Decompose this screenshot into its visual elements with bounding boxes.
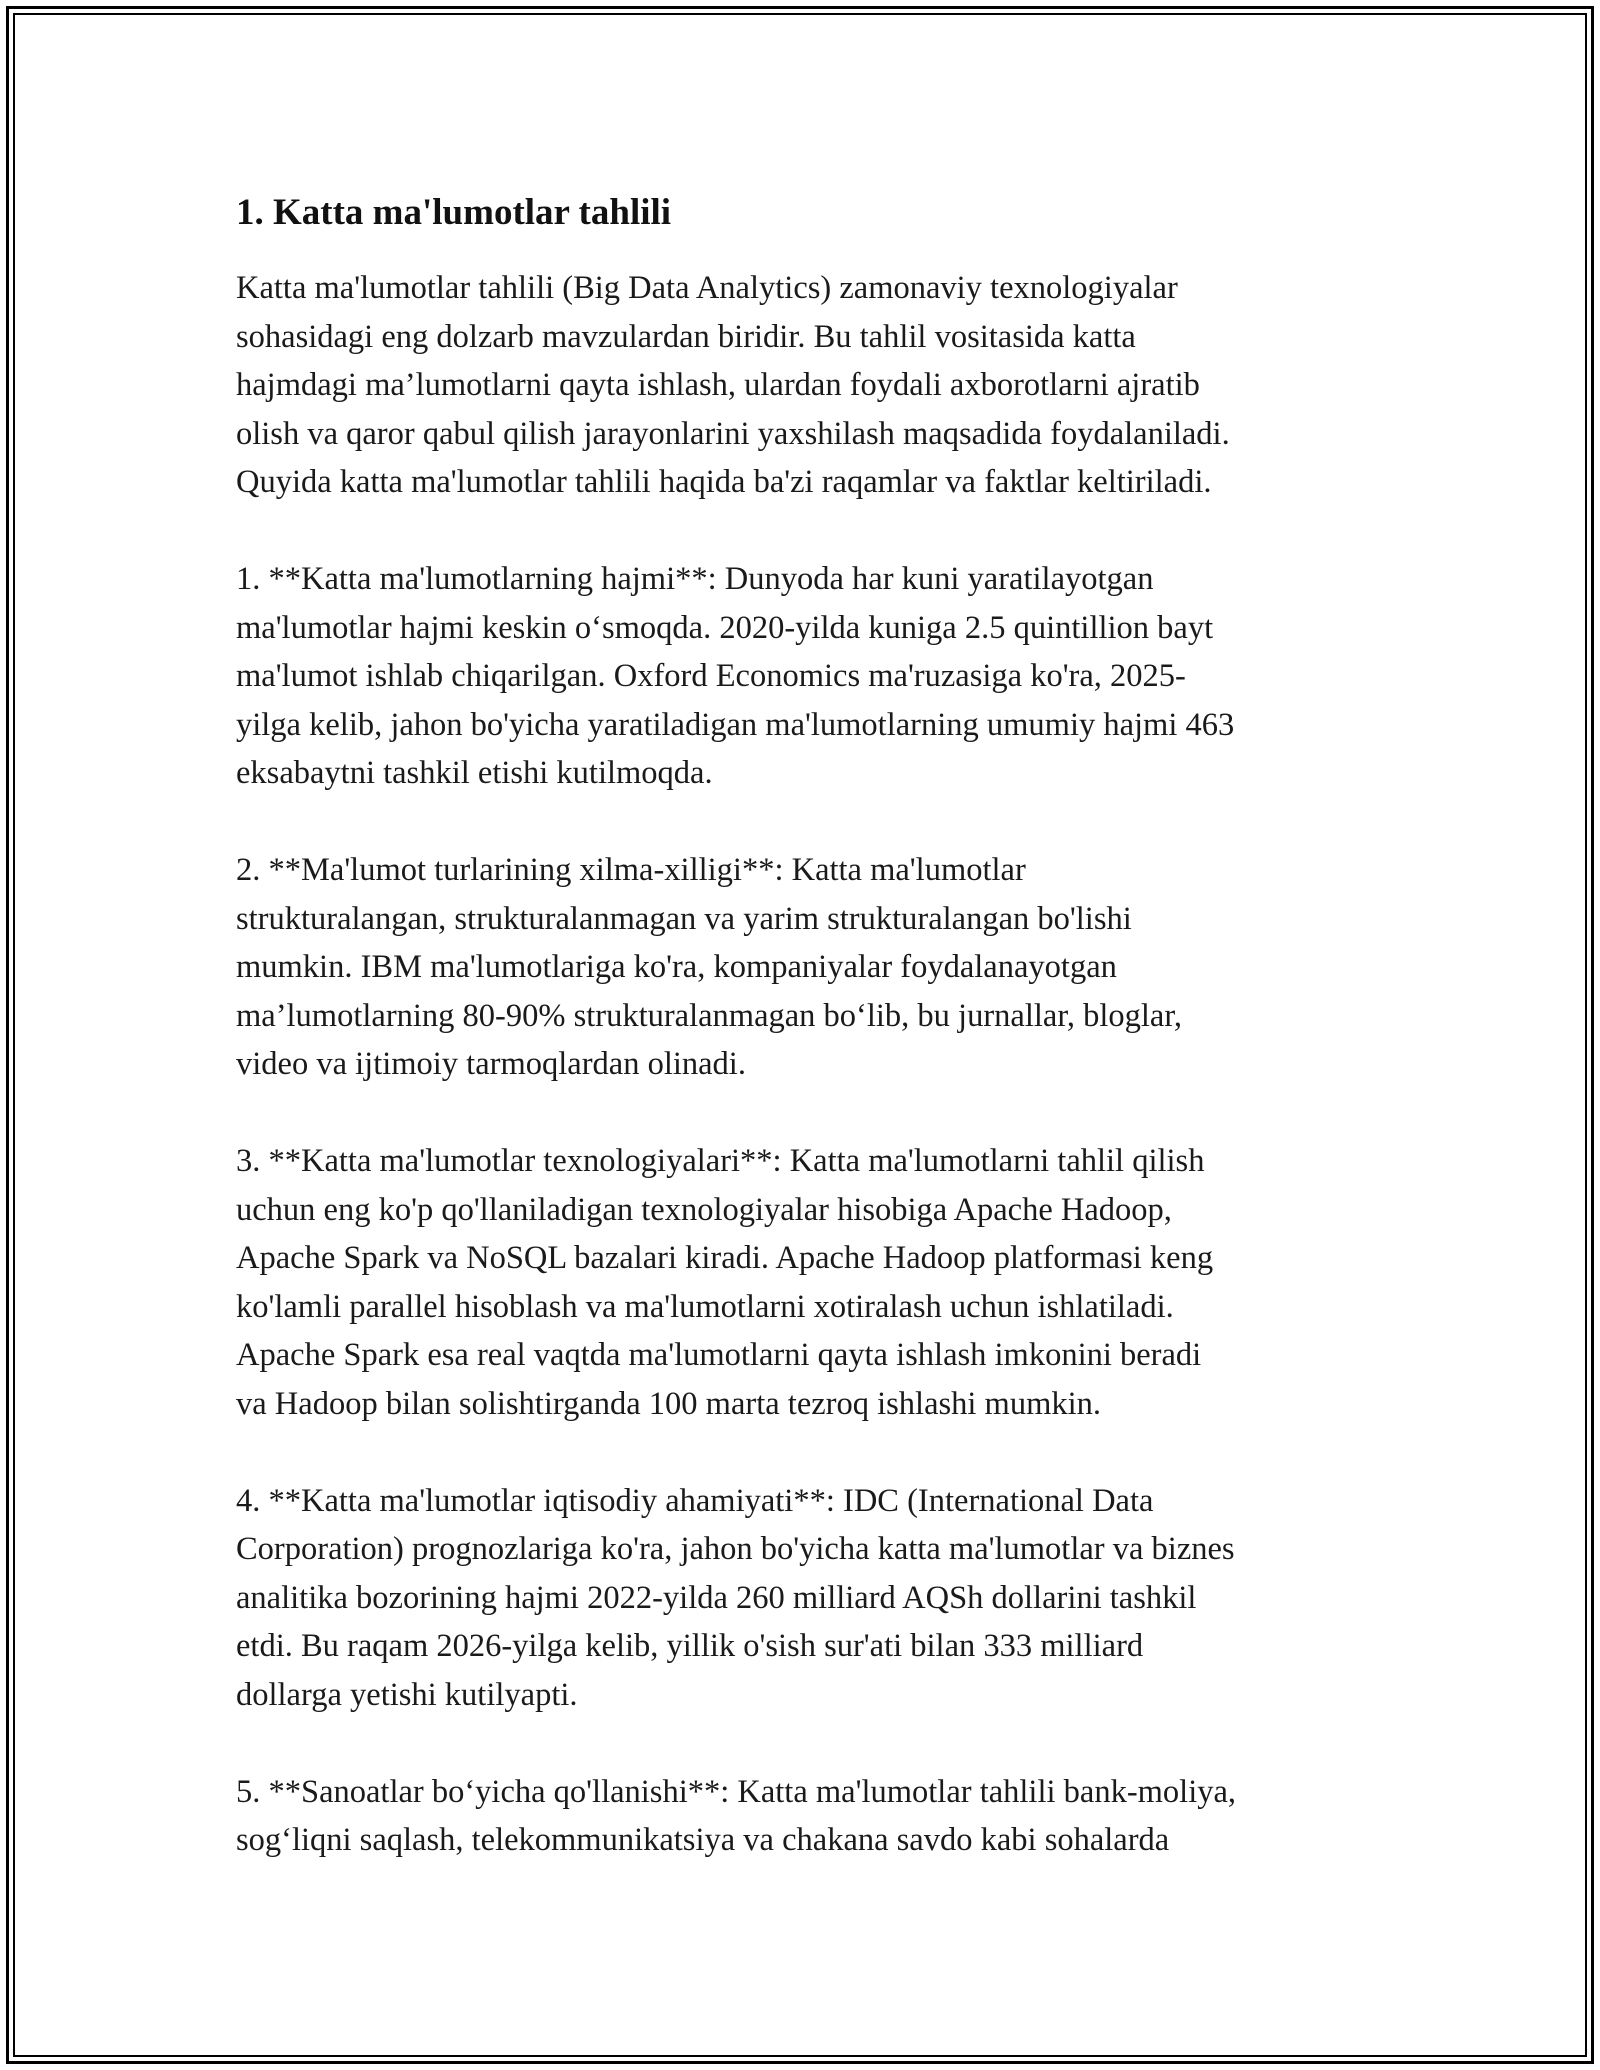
point-2-paragraph: [236, 846, 1396, 1089]
text-line: olish va qaror qabul qilish jarayonlarini yaxshilash maqsadida foydalaniladi.: [236, 415, 1230, 452]
point-1-paragraph: [236, 555, 1396, 798]
text-line: video va ijtimoiy tarmoqlardan olinadi.: [236, 1046, 746, 1082]
document-body: [236, 188, 1396, 1913]
text-line: Katta ma'lumotlar tahlili (Big Data Analytics) zamonaviy texnologiyalar: [236, 270, 1178, 306]
point-5-paragraph: [236, 1768, 1396, 1865]
text-line: va Hadoop bilan solishtirganda 100 marta tezroq ishlashi mumkin.: [236, 1385, 1102, 1422]
text-line: ko'lamli parallel hisoblash va ma'lumotlarni xotiralash uchun ishlatiladi.: [236, 1288, 1174, 1325]
text-line: Quyida katta ma'lumotlar tahlili haqida ba'zi raqamlar va faktlar keltiriladi.: [236, 464, 1212, 500]
text-line: eksabaytni tashkil etishi kutilmoqda.: [236, 755, 713, 791]
text-line: sohasidagi eng dolzarb mavzulardan biridir. Bu tahlil vositasida katta: [236, 318, 1136, 355]
text-line: ma’lumotlarning 80-90% strukturalanmagan bo‘lib, bu jurnallar, bloglar,: [236, 997, 1182, 1034]
text-line: 2. **Ma'lumot turlarining xilma-xilligi**: Katta ma'lumotlar: [236, 852, 1026, 888]
text-line: Apache Spark esa real vaqtda ma'lumotlarni qayta ishlash imkonini beradi: [236, 1337, 1202, 1373]
text-line: Corporation) prognozlariga ko'ra, jahon bo'yicha katta ma'lumotlar va biznes: [236, 1531, 1235, 1567]
text-line: sog‘liqni saqlash, telekommunikatsiya va chakana savdo kabi sohalarda: [236, 1822, 1170, 1858]
text-line: strukturalangan, strukturalanmagan va yarim strukturalangan bo'lishi: [236, 900, 1132, 937]
section-heading: 1. Katta ma'lumotlar tahlili: [236, 192, 672, 233]
text-line: 1. **Katta ma'lumotlarning hajmi**: Dunyoda har kuni yaratilayotgan: [236, 561, 1154, 597]
text-line: mumkin. IBM ma'lumotlariga ko'ra, kompaniyalar foydalanayotgan: [236, 949, 1117, 985]
text-line: yilga kelib, jahon bo'yicha yaratiladigan ma'lumotlarning umumiy hajmi 463: [236, 706, 1235, 743]
text-line: etdi. Bu raqam 2026-yilga kelib, yillik o'sish sur'ati bilan 333 milliard: [236, 1628, 1144, 1664]
text-line: dollarga yetishi kutilyapti.: [236, 1676, 578, 1713]
intro-paragraph: [236, 264, 1396, 507]
text-line: analitika bozorining hajmi 2022-yilda 260 milliard AQSh dollarini tashkil: [236, 1579, 1197, 1616]
text-line: 4. **Katta ma'lumotlar iqtisodiy ahamiyati**: IDC (International Data: [236, 1482, 1154, 1519]
point-3-paragraph: [236, 1137, 1396, 1428]
text-line: 5. **Sanoatlar bo‘yicha qo'llanishi**: Katta ma'lumotlar tahlili bank-moliya,: [236, 1773, 1237, 1810]
text-line: ma'lumot ishlab chiqarilgan. Oxford Economics ma'ruzasiga ko'ra, 2025-: [236, 658, 1186, 694]
text-line: 3. **Katta ma'lumotlar texnologiyalari**: Katta ma'lumotlarni tahlil qilish: [236, 1143, 1205, 1179]
text-line: ma'lumotlar hajmi keskin o‘smoqda. 2020-yilda kuniga 2.5 quintillion bayt: [236, 609, 1214, 646]
point-4-paragraph: [236, 1477, 1396, 1720]
text-line: uchun eng ko'p qo'llaniladigan texnologiyalar hisobiga Apache Hadoop,: [236, 1191, 1172, 1228]
text-line: Apache Spark va NoSQL bazalari kiradi. Apache Hadoop platformasi keng: [236, 1240, 1214, 1276]
text-line: hajmdagi ma’lumotlarni qayta ishlash, ulardan foydali axborotlarni ajratib: [236, 367, 1200, 403]
